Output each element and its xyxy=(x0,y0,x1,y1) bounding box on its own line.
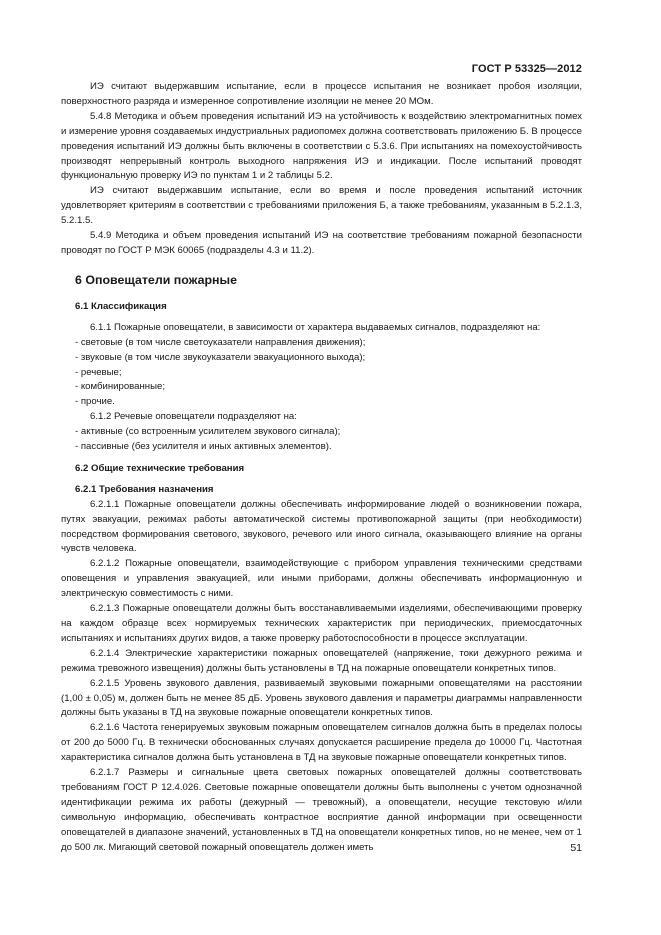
section-heading: 6 Оповещатели пожарные xyxy=(75,272,237,287)
list-item: - прочие. xyxy=(75,396,115,408)
list-item: - активные (со встроенным усилителем звукового сигнала); xyxy=(75,426,341,438)
page-body xyxy=(61,80,582,856)
paragraph: 6.2.1.2 Пожарные оповещатели, взаимодействующие с прибором управления техническими средствами оповещения и управления эвакуацией, или иными приборами, должны обеспечивать информационную и электрическую совместимость с ними. xyxy=(61,558,582,600)
list-item: - пассивные (без усилителя и иных активных элементов). xyxy=(75,441,332,453)
subsection-heading: 6.1 Классификация xyxy=(75,300,167,312)
paragraph: 5.4.9 Методика и объем проведения испытаний ИЭ на соответствие требованиям пожарной безопасности проводят по ГОСТ Р МЭК 60065 (подразделы 4.3 и 11.2). xyxy=(61,230,582,256)
clause-heading: 6.2.1 Требования назначения xyxy=(75,483,214,495)
paragraph: 6.2.1.1 Пожарные оповещатели должны обеспечивать информирование людей о возникновении пожара, путях эвакуации, режимах работы автоматической системы противопожарной защиты (при необходимости) посредством формирования светового, звукового, речевого или иного сигнала, оказывающего влияние на органы чувств человека. xyxy=(61,498,582,555)
list-item: - звуковые (в том числе звукоуказатели эвакуационного выхода); xyxy=(75,351,366,363)
list-item: - комбинированные; xyxy=(75,381,165,393)
paragraph: 6.2.1.3 Пожарные оповещатели должны быть восстанавливаемыми изделиями, обеспечивающими проверку на каждом образце всех нормируемых технических характеристик при периодических, приемосдаточных испытаниях и испытаниях других видов, а также проверку работоспособности в процессе эксплуатации. xyxy=(61,603,582,644)
subsection-heading: 6.2 Общие технические требования xyxy=(75,462,245,474)
paragraph: ИЭ считают выдержавшим испытание, если во время и после проведения испытаний источник удовлетворяет критериям в соответствии с требованиями приложения Б, а также требованиям, указанным в 5.2.1.3, 5.2.1.5. xyxy=(61,185,582,227)
paragraph: 6.2.1.7 Размеры и сигнальные цвета световых пожарных оповещателей должны соответствовать требованиям ГОСТ Р 12.4.026. Световые пожарные оповещатели должны быть выполнены с учетом однозначной идентификации режима их работы (дежурный — тревожный), а оповещатели, несущие текстовую и/или символьную информацию, обеспечивать контрастное восприятие данной информации при освещенности оповещателей в диапазоне значений, установленных в ТД на оповещатели конкретных типов, но не менее, чем от 1 до 500 лк. Мигающий световой пожарный оповещатель должен иметь xyxy=(61,767,582,853)
paragraph: 6.2.1.5 Уровень звукового давления, развиваемый звуковыми пожарными оповещателями на расстоянии (1,00 ± 0,05) м, должен быть не менее 85 дБ. Уровень звукового давления и параметры диаграммы направленности должны быть указаны в ТД на звуковые пожарные оповещатели конкретных типов. xyxy=(61,677,582,719)
paragraph: 6.1.1 Пожарные оповещатели, в зависимости от характера выдаваемых сигналов, подразделяют на: xyxy=(90,321,541,333)
paragraph: 6.2.1.4 Электрические характеристики пожарных оповещателей (напряжение, токи дежурного режима и режима тревожного извещения) должны быть установлены в ТД на пожарные оповещатели конкретных типов. xyxy=(61,647,582,674)
paragraph: 5.4.8 Методика и объем проведения испытаний ИЭ на устойчивость к воздействию электромагнитных помех и измерение уровня создаваемых индустриальных радиопомех должна соответствовать приложению Б. В процессе проведения испытаний ИЭ должны быть включены в соответствии с 5.3.6. При испытаниях на помехоустойчивость производят непрерывный контроль выходного напряжения ИЭ и индикации. После испытаний проводят функциональную проверку ИЭ по пунктам 1 и 2 таблицы 5.2. xyxy=(61,110,582,182)
document-code: ГОСТ Р 53325—2012 xyxy=(471,63,582,75)
paragraph: 6.2.1.6 Частота генерируемых звуковым пожарным оповещателем сигналов должна быть в пределах полосы от 200 до 5000 Гц. В технически обоснованных случаях допускается расширение предела до 10000 Гц. Частотная характеристика сигналов должна быть установлена в ТД на звуковые пожарные оповещатели конкретных типов. xyxy=(61,722,582,764)
list-item: - световые (в том числе светоуказатели направления движения); xyxy=(75,336,366,348)
paragraph: ИЭ считают выдержавшим испытание, если в процессе испытания не возникает пробоя изоляции, поверхностного разряда и измеренное сопротивление изоляции не менее 20 МОм. xyxy=(61,81,582,107)
paragraph: 6.1.2 Речевые оповещатели подразделяют на: xyxy=(90,411,297,423)
page-number: 51 xyxy=(570,842,582,854)
list-item: - речевые; xyxy=(75,366,122,378)
